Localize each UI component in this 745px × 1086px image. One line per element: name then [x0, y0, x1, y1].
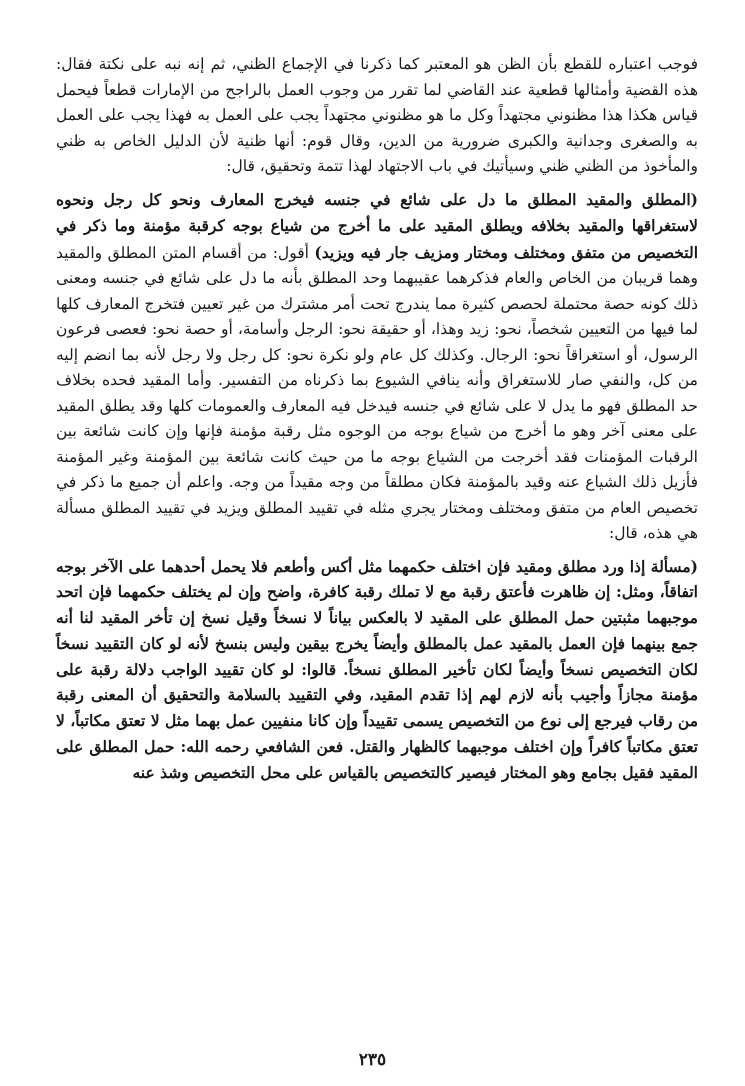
page-number: ٢٣٥ [358, 1050, 387, 1070]
matn-paragraph-2: (مسألة إذا ورد مطلق ومقيد فإن اختلف حكمهما مثل أكس وأطعم فلا يحمل أحدهما على الآخر بوجه اتفاقاً، ومثل: إن ظاهرت فأعتق رقبة مع لا تملك رقبة كافرة، واضح وإن لم يختلف حكمهما فإن اتحد موجبهما مثبتين حمل المطلق على المقيد لا بالعكس بياناً لا نسخاً وقيل نسخ إن تأخر المقيد لنا أنه جمع بينهما فإن العمل بالمقيد عمل بالمطلق وأيضاً يخرج بيقين وليس بنسخ لأنه لو كان التقييد نسخاً لكان التخصيص نسخاً وأيضاً لكان تأخير المطلق نسخاً. قالوا: لو كان تقييد الواجب دلالة رقبة على مؤمنة مجازاً وأجيب بأنه لازم لهم إذا تقدم المقيد، وفي التقييد بالسلامة والتحقيق أن المعنى رقبة من رقاب فيرجع إلى نوع من التخصيص يسمى تقييداً وإن كانا منفيين عمل بهما مثل لا تعتق مكاتباً، لا تعتق مكاتباً كافراً وإن اختلف موجبهما كالظهار والقتل. فعن الشافعي رحمه الله: حمل المطلق على المقيد فقيل بجامع وهو المختار فيصير كالتخصيص بالقياس على محل التخصيص وشذ عنه [56, 556, 699, 782]
page-body [56, 52, 698, 786]
commentary-paragraph-1: فوجب اعتباره للقطع بأن الظن هو المعتبر كما ذكرنا في الإجماع الظني، ثم إنه نبه على نكتة فقال: هذه القضية وأمثالها قطعية عند القاضي لما تقرر من وجوب العمل بالراجح من الإمارات قطعاً فيحمل قياس هكذا هذا مظنوني مجتهداً وكل ما هو مظنوني مجتهداً يجب على العمل به فهذا يجب على العمل به والصغرى وجدانية والكبرى ضرورية من الدين، وقال قوم: أنها ظنية لأن الدليل الخاص به ظني والمأخوذ من الظني ظني وسيأتيك في باب الاجتهاد لهذا تتمة وتحقيق، قال: [56, 55, 698, 175]
commentary-text-2: أقول: من أقسام المتن المطلق والمقيد وهما قريبان من الخاص والعام فذكرهما عقيبهما وحد المطلق بأنه ما دل على شائع في جنسه ومعنى ذلك كونه حصة محتملة لحصص كثيرة مما يندرج تحت أمر مشترك من غير تعيين فتخرج المعارف كلها لما فيها من التعيين شخصاً، نحو: زيد وهذا، أو حقيقة نحو: الرجل وأسامة، أو حصة نحو: فعصى فرعون الرسول، أو استغراقاً نحو: الرجال. وكذلك كل عام ولو نكرة نحو: كل رجل ولا رجل لأنه بما انضم إليه من كل، والنفي صار للاستغراق وأنه ينافي الشيوع بما ذكرناه من التفسير. وأما المقيد فحده بخلاف حد المطلق فهو ما يدل لا على شائع في جنسه فيدخل فيه المعارف والعمومات كلها وقد يطلق المقيد على معنى آخر وهو ما أخرج من شياع بوجه من الوجوه مثل رقبة مؤمنة فإنها وإن كانت شائعة بين الرقبات المؤمنات فقد أخرجت من الشياع بوجه ما من حيث كانت شائعة بين المؤمنة وغير المؤمنة فأزيل ذلك الشياع عنه وقيد بالمؤمنة فكان مطلقاً من وجه مقيداً من وجه. واعلم أن جميع ما ذكر في تخصيص العام من متفق ومختلف ومختار يجري مثله في تقييد المطلق ويزيد في تقييد المطلق مسألة هي هذه، قال: [56, 243, 698, 542]
matn-text-1: (المطلق والمقيد المطلق ما دل على شائع في جنسه فيخرج المعارف ونحو كل رجل ونحوه لاستغراقها والمقيد بخلافه ويطلق المقيد على ما أخرج من شياع بوجه كرقبة مؤمنة وما ذكر في التخصيص من متفق ومختلف ومختار ومزيف جار فيه ويزيد) [56, 189, 698, 262]
matn-paragraph-1 [56, 187, 698, 547]
